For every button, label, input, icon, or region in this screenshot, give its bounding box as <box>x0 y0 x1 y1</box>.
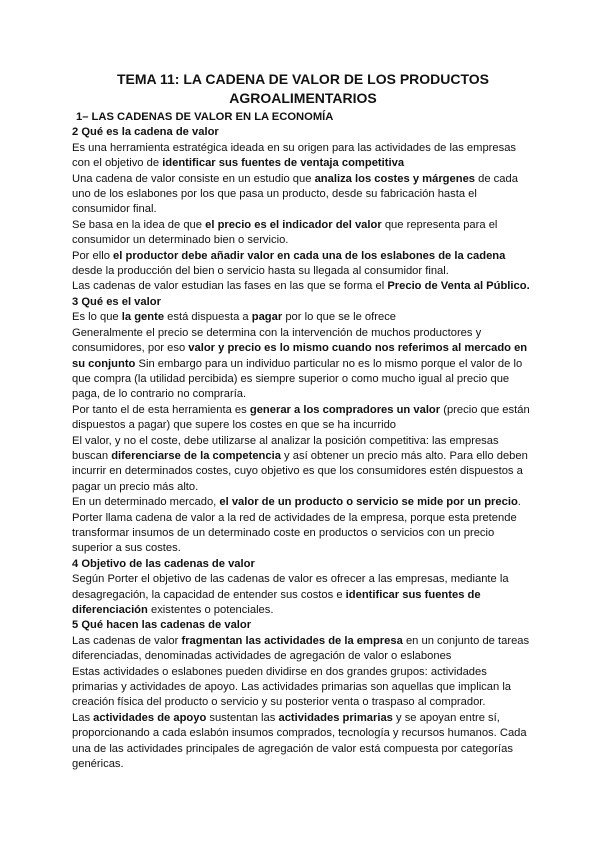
paragraph: En un determinado mercado, el valor de un producto o servicio se mide por un precio. <box>72 496 521 509</box>
paragraph: Una cadena de valor consiste en un estudio que analiza los costes y márgenes de cada uno de los eslabones por los que pasa un producto, desde su fabricación hasta el consumidor final. <box>72 172 518 216</box>
paragraph: Generalmente el precio se determina con la intervención de muchos productores y consumidores, por eso valor y precio es lo mismo cuando nos referimos al mercado en su conjunto Sin embargo para un individuo particular no es lo mismo porque el valor de lo que compra (la utilidad percibida) es siempre superior o como mucho igual al precio que paga, de lo contrario no compraría. <box>72 326 528 401</box>
paragraph: Por ello el productor debe añadir valor en cada una de los eslabones de la cadena desde la producción del bien o servicio hasta su llegada al consumidor final. <box>72 249 506 278</box>
paragraph: El valor, y no el coste, debe utilizarse al analizar la posición competitiva: las empresas buscan diferenciarse de la competencia y así obtener un precio más alto. Para ello deben incurrir en determinados costes, cuyo objetivo es que los consumidores estén dispuestos a pagar un precio más alto. <box>72 434 528 493</box>
paragraph: Es lo que la gente está dispuesta a pagar por lo que se le ofrece <box>72 311 397 324</box>
section-4-heading: 4 Objetivo de las cadenas de valor <box>72 557 255 570</box>
paragraph: Porter llama cadena de valor a la red de actividades de la empresa, porque esta pretende transformar insumos de un determinado coste en productos o servicios con un precio superior a sus costes. <box>72 511 517 555</box>
paragraph: Es una herramienta estratégica ideada en su origen para las actividades de las empresas con el objetivo de identificar sus fuentes de ventaja competitiva <box>72 141 517 170</box>
paragraph: Estas actividades o eslabones pueden dividirse en dos grandes grupos: actividades primarias y actividades de apoyo. Las actividades primarias son aquellas que implican la creación física del producto o servicio y su posterior venta o traspaso al comprador. <box>72 665 512 709</box>
paragraph: Se basa en la idea de que el precio es el indicador del valor que representa para el consumidor un determinado bien o servicio. <box>72 218 498 247</box>
section-3-heading: 3 Qué es el valor <box>72 295 161 308</box>
section-5-heading: 5 Qué hacen las cadenas de valor <box>72 619 252 632</box>
paragraph: Por tanto el de esta herramienta es generar a los compradores un valor (precio que están dispuestos a pagar) que supere los costes en que se ha incurrido <box>72 403 530 432</box>
paragraph: Las actividades de apoyo sustentan las actividades primarias y se apoyan entre sí, proporcionando a cada eslabón insumos comprados, tecnología y recursos humanos. Cada una de las actividades principales de agregación de valor está compuesta por categorías genéricas. <box>72 711 527 771</box>
paragraph: Según Porter el objetivo de las cadenas de valor es ofrecer a las empresas, mediante la desagregación, la capacidad de entender sus costos e identificar sus fuentes de diferenciación existentes o potenciales. <box>72 573 509 616</box>
paragraph: Las cadenas de valor fragmentan las actividades de la empresa en un conjunto de tareas diferenciadas, denominadas actividades de agregación de valor o eslabones <box>72 634 530 663</box>
paragraph: Las cadenas de valor estudian las fases en las que se forma el Precio de Venta al Público. <box>72 280 530 293</box>
document-page <box>72 70 534 772</box>
section-2-heading: 2 Qué es la cadena de valor <box>72 126 219 139</box>
section-1-heading: 1– LAS CADENAS DE VALOR EN LA ECONOMÍA <box>76 111 334 123</box>
document-title: TEMA 11: LA CADENA DE VALOR DE LOS PRODUCTOS AGROALIMENTARIOS <box>116 71 490 106</box>
